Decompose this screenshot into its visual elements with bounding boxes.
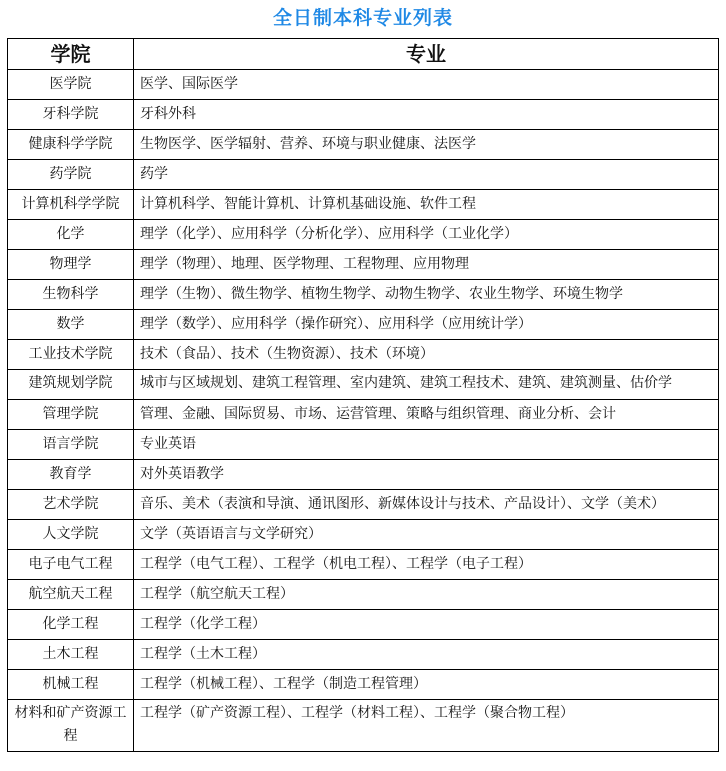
table-row (8, 160, 719, 190)
school-cell: 建筑规划学院 (8, 370, 134, 400)
majors-cell: 专业英语 (134, 430, 719, 460)
school-cell: 化学 (8, 220, 134, 250)
school-cell: 人文学院 (8, 520, 134, 550)
school-cell: 航空航天工程 (8, 580, 134, 610)
school-cell: 电子电气工程 (8, 550, 134, 580)
majors-cell: 工程学（航空航天工程） (134, 580, 719, 610)
table-row (8, 370, 719, 400)
header-major: 专业 (134, 39, 719, 70)
school-cell: 物理学 (8, 250, 134, 280)
school-cell: 医学院 (8, 70, 134, 100)
school-cell: 计算机科学学院 (8, 190, 134, 220)
table-row (8, 700, 719, 752)
table-row (8, 250, 719, 280)
majors-cell: 牙科外科 (134, 100, 719, 130)
table-row (8, 70, 719, 100)
table-row (8, 400, 719, 430)
school-cell: 机械工程 (8, 670, 134, 700)
majors-cell: 工程学（土木工程） (134, 640, 719, 670)
table-row (8, 550, 719, 580)
majors-cell: 工程学（化学工程） (134, 610, 719, 640)
table-row (8, 460, 719, 490)
majors-cell: 工程学（电气工程）、工程学（机电工程）、工程学（电子工程） (134, 550, 719, 580)
majors-cell: 生物医学、医学辐射、营养、环境与职业健康、法医学 (134, 130, 719, 160)
table-row (8, 610, 719, 640)
page-title: 全日制本科专业列表 (272, 7, 453, 29)
school-cell: 工业技术学院 (8, 340, 134, 370)
school-cell: 健康科学学院 (8, 130, 134, 160)
table-row (8, 640, 719, 670)
school-cell: 教育学 (8, 460, 134, 490)
table-row (8, 580, 719, 610)
school-cell: 艺术学院 (8, 490, 134, 520)
school-cell: 牙科学院 (8, 100, 134, 130)
majors-cell: 计算机科学、智能计算机、计算机基础设施、软件工程 (134, 190, 719, 220)
table-header-row (8, 39, 719, 70)
majors-cell: 文学（英语语言与文学研究） (134, 520, 719, 550)
majors-cell: 城市与区域规划、建筑工程管理、室内建筑、建筑工程技术、建筑、建筑测量、估价学 (134, 370, 719, 400)
table-row (8, 340, 719, 370)
school-cell: 材料和矿产资源工程 (8, 700, 134, 752)
table-body (8, 70, 719, 752)
school-cell: 土木工程 (8, 640, 134, 670)
table-row (8, 490, 719, 520)
majors-cell: 对外英语教学 (134, 460, 719, 490)
school-cell: 药学院 (8, 160, 134, 190)
table-row (8, 310, 719, 340)
majors-cell: 理学（物理）、地理、医学物理、工程物理、应用物理 (134, 250, 719, 280)
majors-cell: 理学（数学）、应用科学（操作研究）、应用科学（应用统计学） (134, 310, 719, 340)
majors-cell: 医学、国际医学 (134, 70, 719, 100)
majors-cell: 药学 (134, 160, 719, 190)
majors-cell: 工程学（机械工程）、工程学（制造工程管理） (134, 670, 719, 700)
table-row (8, 100, 719, 130)
table-row (8, 670, 719, 700)
school-cell: 数学 (8, 310, 134, 340)
table-row (8, 430, 719, 460)
school-cell: 管理学院 (8, 400, 134, 430)
school-cell: 语言学院 (8, 430, 134, 460)
majors-cell: 工程学（矿产资源工程）、工程学（材料工程）、工程学（聚合物工程） (134, 700, 719, 752)
majors-cell: 技术（食品）、技术（生物资源）、技术（环境） (134, 340, 719, 370)
table-row (8, 130, 719, 160)
header-school: 学院 (8, 39, 134, 70)
table-row (8, 190, 719, 220)
school-cell: 生物科学 (8, 280, 134, 310)
majors-table (7, 38, 719, 752)
school-cell: 化学工程 (8, 610, 134, 640)
table-row (8, 520, 719, 550)
majors-cell: 音乐、美术（表演和导演、通讯图形、新媒体设计与技术、产品设计）、文学（美术） (134, 490, 719, 520)
table-row (8, 280, 719, 310)
majors-cell: 管理、金融、国际贸易、市场、运营管理、策略与组织管理、商业分析、会计 (134, 400, 719, 430)
majors-cell: 理学（生物）、微生物学、植物生物学、动物生物学、农业生物学、环境生物学 (134, 280, 719, 310)
table-row (8, 220, 719, 250)
majors-cell: 理学（化学）、应用科学（分析化学）、应用科学（工业化学） (134, 220, 719, 250)
